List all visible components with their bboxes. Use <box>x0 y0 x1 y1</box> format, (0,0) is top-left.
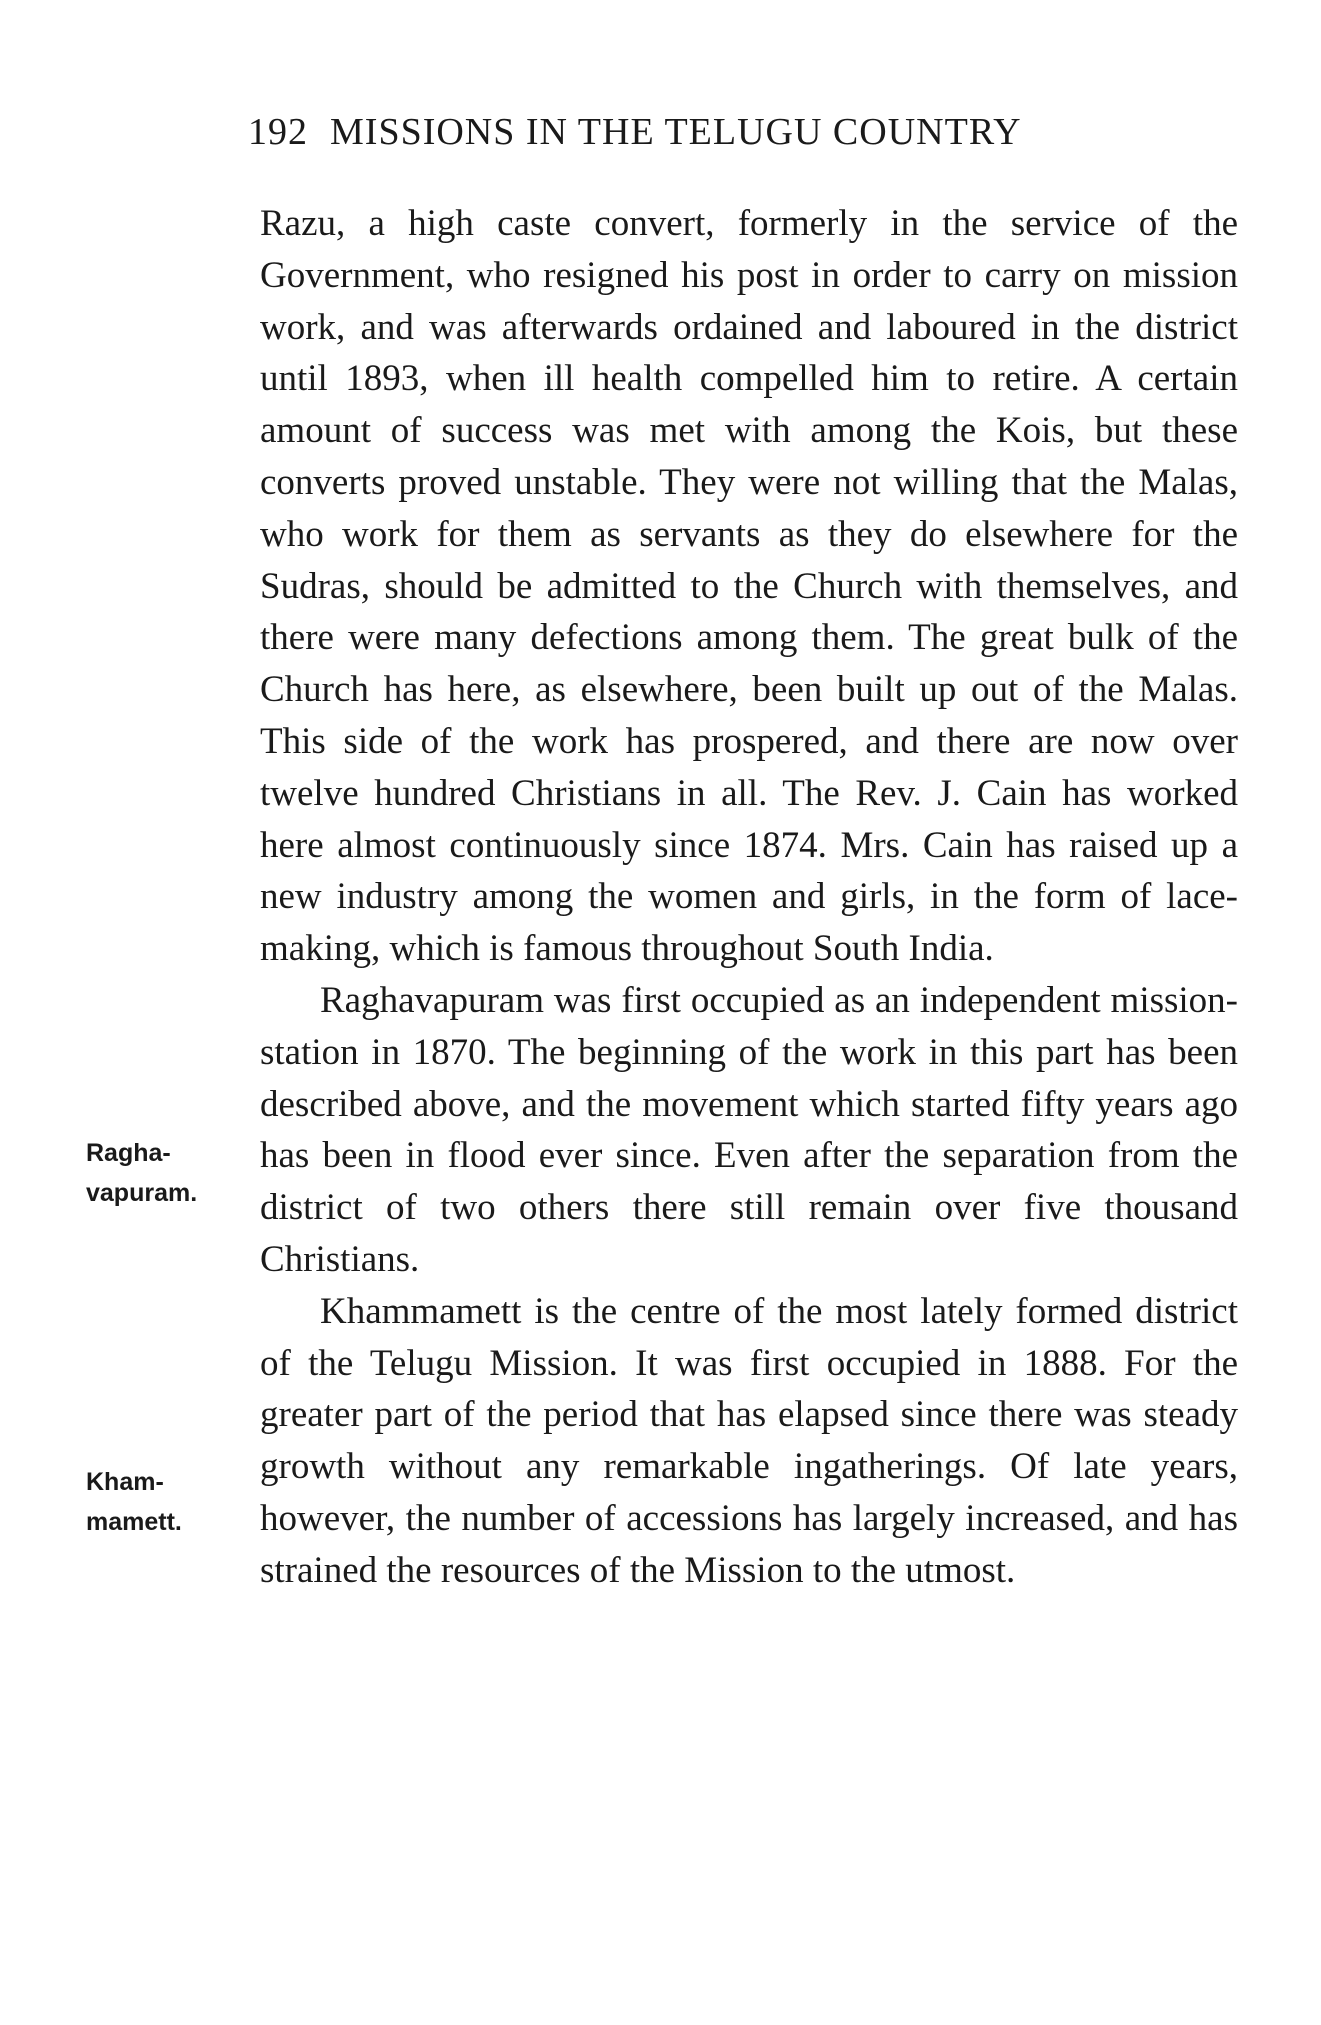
margin-note-line: vapuram. <box>86 1179 198 1207</box>
margin-note-khammamett <box>86 1462 261 1542</box>
margin-note-line: mamett. <box>86 1508 182 1536</box>
body-text <box>260 198 1238 1597</box>
page-header <box>248 110 1022 154</box>
margin-note-raghavapuram <box>86 1133 261 1213</box>
paragraph-khammamett: Khammamett is the centre of the most lately formed district of the Telugu Mission. It was first occupied in 1888. For the greater part of the period that has elapsed since there was steady growth without any remarkable ingatherings. Of late years, however, the number of accessions has largely increased, and has strained the resources of the Mission to the utmost. <box>260 1290 1238 1591</box>
page-number: 192 <box>248 111 308 153</box>
paragraph-raghavapuram: Raghavapuram was first occupied as an independent mission-station in 1870. The beginning of the work in this part has been described above, and the movement which started fifty years ago has been in flood ever since. Even after the separation from the district of two others there still remain over five thousand Christians. <box>260 979 1238 1280</box>
margin-note-line: Kham- <box>86 1468 164 1496</box>
margin-note-line: Ragha- <box>86 1139 171 1167</box>
running-title: MISSIONS IN THE TELUGU COUNTRY <box>330 111 1022 153</box>
paragraph-razu: Razu, a high caste convert, formerly in the service of the Government, who resigned his post in order to carry on mission work, and was afterwards ordained and laboured in the district until 1893, when ill health compelled him to retire. A certain amount of success was met with among the Kois, but these converts proved unstable. They were not willing that the Malas, who work for them as servants as they do elsewhere for the Sudras, should be admitted to the Church with themselves, and there were many defections among them. The great bulk of the Church has here, as elsewhere, been built up out of the Malas. This side of the work has prospered, and there are now over twelve hundred Christians in all. The Rev. J. Cain has worked here almost continuously since 1874. Mrs. Cain has raised up a new industry among the women and girls, in the form of lace-making, which is famous throughout South India. <box>260 203 1238 970</box>
